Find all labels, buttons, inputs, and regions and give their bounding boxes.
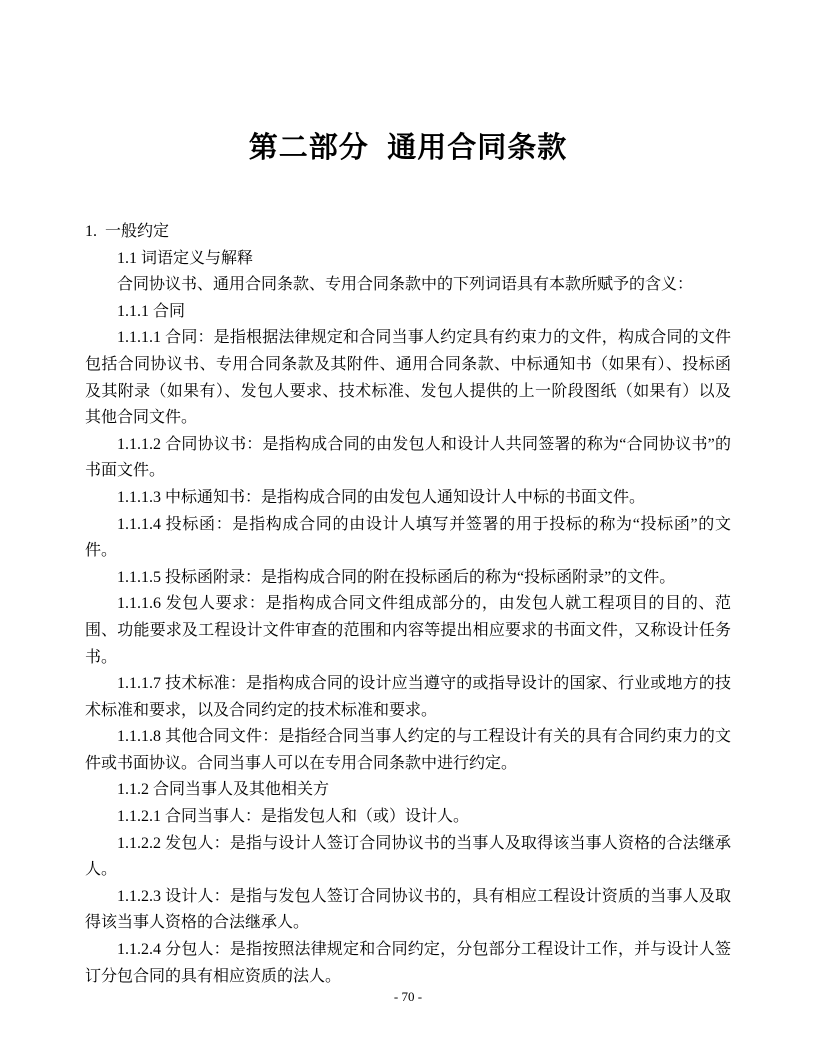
page-number: - 70 -	[393, 989, 423, 1004]
clause-body	[85, 219, 731, 990]
clause-1-1-2: 1.1.2 合同当事人及其他相关方	[117, 781, 330, 799]
clause-1-1: 1.1 词语定义与解释	[117, 249, 254, 267]
clause-1-1-2-2: 1.1.2.2 发包人：是指与设计人签订合同协议书的当事人及取得该当事人资格的合法继承人。	[85, 834, 731, 879]
document-title: 第二部分 通用合同条款	[248, 132, 568, 164]
clause-1-1-1-3: 1.1.1.3 中标通知书：是指构成合同的由发包人通知设计人中标的书面文件。	[117, 488, 646, 506]
clause-1-1-1-8: 1.1.1.8 其他合同文件：是指经合同当事人约定的与工程设计有关的具有合同约束力的文件或书面协议。合同当事人可以在专用合同条款中进行约定。	[85, 728, 731, 772]
clause-1-1-2-3: 1.1.2.3 设计人：是指与发包人签订合同协议书的，具有相应工程设计资质的当事人及取得该当事人资格的合法继承人。	[85, 887, 731, 932]
clause-1-1-intro: 合同协议书、通用合同条款、专用合同条款中的下列词语具有本款所赋予的含义：	[117, 276, 694, 294]
clause-1-1-1-4: 1.1.1.4 投标函：是指构成合同的由设计人填写并签署的用于投标的称为“投标函”的文件。	[85, 515, 731, 560]
clause-1-1-1-7: 1.1.1.7 技术标准：是指构成合同的设计应当遵守的或指导设计的国家、行业或地方的技术标准和要求，以及合同约定的技术标准和要求。	[85, 675, 731, 719]
clause-1-1-1-1: 1.1.1.1 合同：是指根据法律规定和合同当事人约定具有约束力的文件，构成合同的文件包括合同协议书、专用合同条款及其附件、通用合同条款、中标通知书（如果有）、投标函及其附录（如果有）、发包人要求、技术标准、发包人提供的上一阶段图纸（如果有）以及其他合同文件。	[85, 329, 731, 427]
clause-1-1-1: 1.1.1 合同	[117, 302, 186, 320]
clause-1-1-1-6: 1.1.1.6 发包人要求：是指构成合同文件组成部分的，由发包人就工程项目的目的、范围、功能要求及工程设计文件审查的范围和内容等提出相应要求的书面文件，又称设计任务书。	[85, 595, 731, 666]
clause-1-1-1-5: 1.1.1.5 投标函附录：是指构成合同的附在投标函后的称为“投标函附录”的文件。	[117, 568, 676, 586]
document-content	[85, 0, 731, 990]
clause-1-1-2-4: 1.1.2.4 分包人：是指按照法律规定和合同约定，分包部分工程设计工作，并与设计人签订分包合同的具有相应资质的法人。	[85, 941, 731, 985]
clause-1-1-1-2: 1.1.1.2 合同协议书：是指构成合同的由发包人和设计人共同签署的称为“合同协议书”的书面文件。	[85, 435, 731, 480]
clause-1-1-2-1: 1.1.2.1 合同当事人：是指发包人和（或）设计人。	[117, 808, 470, 826]
section-heading-1: 1. 一般约定	[85, 223, 170, 240]
